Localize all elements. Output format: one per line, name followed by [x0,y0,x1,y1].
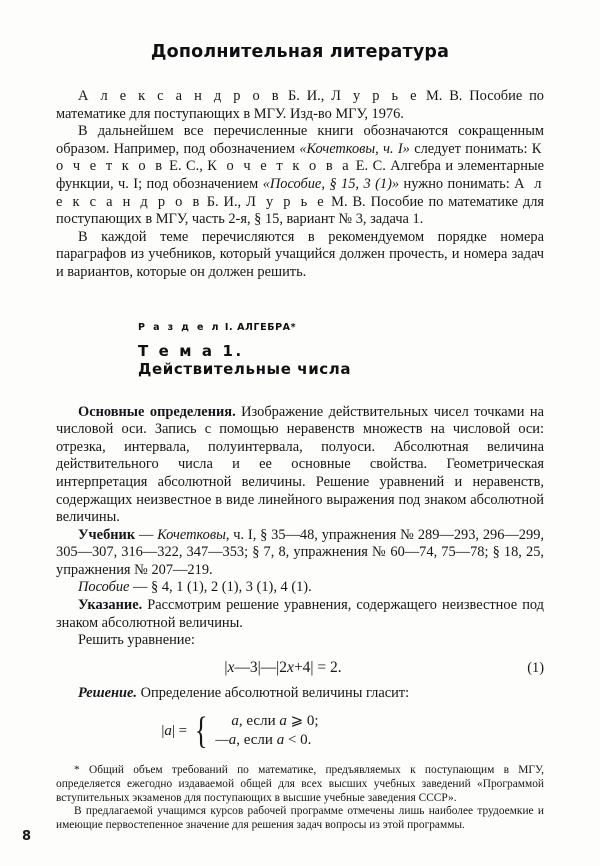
left-brace-glyph: { [194,710,208,753]
equation-1-row [56,657,544,679]
definitions-lead: Основные определения. [78,403,236,420]
page-title: Дополнительная литература [150,42,450,62]
piecewise-lhs [161,723,187,740]
page-content [56,0,544,832]
manual-references [56,579,544,597]
manual-label: Пособие [78,579,130,596]
definitions-paragraph [56,404,544,527]
abbrev-author-3: К о ч е т к о в [56,140,544,175]
case-2-cond: , если [236,732,277,749]
bibliography-author-1: А л е к с а н д р о в [78,88,282,104]
solution-body: Определение абсолютной величины гласит: [137,684,410,701]
abbreviation-paragraph [56,123,544,229]
textbook-refs: , ч. I, § 35—48, упражнения № 289—293, 296—299, 305—307, 316—322, 347—353; § 7, 8, упражнения № 60—74, 75—78; § 18, 25, упражнения № 207—219. [56,526,544,578]
piecewise-case-2 [215,731,318,750]
footnote-paragraph-1 [56,764,544,805]
abbrev-mid-3: нужно понимать: [399,175,515,192]
solve-prompt: Решить уравнение: [78,632,195,649]
manual-refs: — § 4, 1 (1), 2 (1), 3 (1), 4 (1). [129,579,312,596]
hint-label: Указание. [78,597,143,614]
equation-1-var-x1: x [227,658,235,676]
tema-heading: Т е м а 1. [138,341,244,360]
abbrev-mid-1: следует понимать: [409,140,532,157]
piecewise-abs-close: | = [171,722,188,739]
textbook-label: Учебник [78,526,136,543]
abbrev-init-4: Е. С. [355,158,386,175]
abbrev-ref-1: «Кочетковы, ч. I» [299,140,410,157]
piecewise-case-1 [215,712,318,731]
definitions-body: Изображение действительных чисел точками на числовой оси. Запись с помощью неравенств множеств на числовой оси: отрезка, интервала, полуинтервала, полуоси. Абсолютная величина действительного числа и ее основные свойства. Геометрическая интерпретация абсолютной величины. Решение уравнений и неравенств, содержащих неизвестное в виде линейного выражения под знаком абсолютной величины. [56,403,544,526]
bibliography-author-2: Л у р ь е [331,88,420,104]
page-number: 8 [22,829,32,844]
footnote-block [56,764,544,832]
equation-1 [56,657,544,679]
abbrev-tail: Пособие по математике для поступающих в МГУ, часть 2-я, § 15, вариант № 3, задача 1. [56,193,545,228]
abbrev-intro: В дальнейшем все перечисленные книги обозначаются сокращенным образом. Например, под обозначением [56,123,544,157]
abbrev-author-4: К о ч е т к о в а [207,158,352,175]
equation-1-var-x2: x [287,658,294,676]
piecewise-var-a: a [164,722,172,739]
footnote-marker: * [74,764,80,777]
equation-1-abs-open: | [224,658,228,676]
solution-label: Решение. [78,684,138,701]
case-2-var: a [276,732,285,749]
textbook-references [56,527,544,580]
tema-subtitle: Действительные числа [138,359,352,378]
equation-1-number: (1) [527,659,544,676]
razdel-rest: I. АЛГЕБРА* [224,321,297,333]
abbrev-init-3: Е. С., [169,158,203,175]
solution-paragraph [56,685,544,703]
hint-paragraph [56,597,544,632]
razdel-word: Р а з д е л [138,321,221,333]
equation-1-abs1-rest: —3|—|2 [234,658,288,676]
piecewise-cases [215,712,318,750]
equation-1-abs2-rest: +4| = 2. [293,658,342,676]
case-2-value: —a [215,732,237,749]
abbrev-mid-2: Алгебра и элементарные функции, ч. I; под обозначением [56,158,544,192]
piecewise-definition [56,710,544,753]
piecewise-abs-open: | [161,722,165,739]
footnote-text-1: Общий объем требований по математике, предъявляемых к поступающим в МГУ, определяется ежегодно издаваемой общей для всех высших учебных заведений «Программой вступительных экзаменов для поступающих в высшие учебные заведения СССР». [56,764,544,804]
case-2-rel: < 0. [284,732,312,749]
abbrev-ref-2: «Пособие, § 15, 3 (1)» [262,175,400,192]
textbook-dash: — [135,526,158,543]
footnote-paragraph-2: В предлагаемой учащимся курсов рабочей программе отмечены лишь наиболее трудоемкие и имеющие первостепенное значение для решения задач вопросы из этой программы. [56,805,544,831]
razdel-heading [56,322,544,333]
abbrev-init-5: Б. И., [206,193,242,210]
textbook-source: Кочетковы [157,526,226,543]
case-1-rel: ⩾ 0; [286,713,319,730]
case-1-var: a [279,713,287,730]
ordering-note-paragraph: В каждой теме перечисляются в рекомендуемом порядке номера параграфов из учебников, который учащийся должен прочесть, и номера задач и вариантов, которые он должен решить. [56,228,544,280]
abbrev-author-5: А л е к с а н д р о в [56,175,544,210]
case-1-value: a [231,713,239,730]
bibliography-initials-1: Б. И., [287,88,325,104]
bibliography-rest: Пособие по математике для поступающих в МГУ. Изд-во МГУ, 1976. [56,88,544,122]
abbrev-author-6: Л у р ь е [246,193,327,210]
bibliography-entry [56,88,544,123]
abbrev-init-6: М. В. [331,193,366,210]
bibliography-initials-2: М. В. [425,88,463,104]
case-1-cond: , если [238,713,280,730]
hint-body: Рассмотрим решение уравнения, содержащего неизвестное под знаком абсолютной величины. [56,597,544,631]
